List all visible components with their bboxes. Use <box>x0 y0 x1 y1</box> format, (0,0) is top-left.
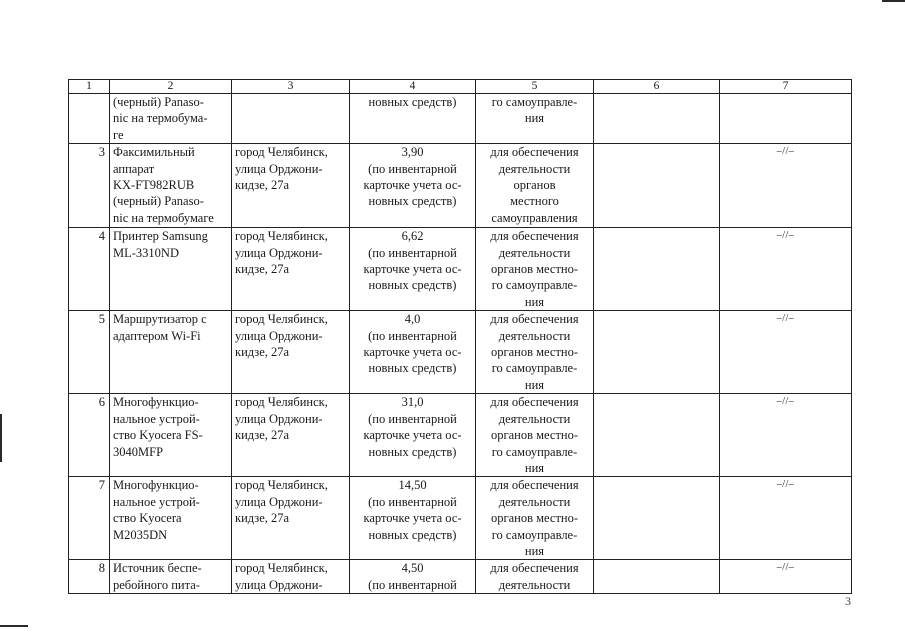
purpose-cell: для обеспечения деятельности органов местно- го самоуправле- ния <box>476 394 594 477</box>
address-cell: город Челябинск, улица Орджони- кидзе, 27а <box>232 144 350 228</box>
value-cell: 4,0 (по инвентарной карточке учета ос- новных средств) <box>350 311 476 394</box>
header-cell: 5 <box>476 80 594 94</box>
row-number-cell: 6 <box>69 394 110 477</box>
table-row <box>69 144 852 228</box>
value-cell: 14,50 (по инвентарной карточке учета ос- новных средств) <box>350 477 476 560</box>
property-table <box>68 79 852 594</box>
column-6-cell <box>594 144 720 228</box>
table-row <box>69 477 852 560</box>
row-number-cell: 7 <box>69 477 110 560</box>
header-cell: 2 <box>110 80 232 94</box>
purpose-cell: для обеспечения деятельности органов местного самоуправления <box>476 144 594 228</box>
scan-edge-mark-left <box>0 414 2 462</box>
column-7-cell <box>720 94 852 144</box>
address-cell: город Челябинск, улица Орджони- <box>232 560 350 594</box>
value-cell: 3,90 (по инвентарной карточке учета ос- новных средств) <box>350 144 476 228</box>
address-cell: город Челябинск, улица Орджони- кидзе, 27а <box>232 394 350 477</box>
row-number-cell: 3 <box>69 144 110 228</box>
value-cell: 6,62 (по инвентарной карточке учета ос- новных средств) <box>350 228 476 311</box>
page-number: 3 <box>845 594 851 608</box>
table-row <box>69 394 852 477</box>
column-6-cell <box>594 477 720 560</box>
item-name-cell: Факсимильный аппарат KX-FT982RUB (черный) Panaso- nic на термобумаге <box>110 144 232 228</box>
address-cell <box>232 94 350 144</box>
row-number-cell: 8 <box>69 560 110 594</box>
value-cell: 31,0 (по инвентарной карточке учета ос- новных средств) <box>350 394 476 477</box>
item-name-cell: Многофункцио- нальное устрой- ство Kyocera M2035DN <box>110 477 232 560</box>
purpose-cell: го самоуправле- ния <box>476 94 594 144</box>
header-cell: 6 <box>594 80 720 94</box>
header-row <box>69 80 852 94</box>
header-cell: 1 <box>69 80 110 94</box>
table-row <box>69 560 852 594</box>
item-name-cell: Принтер Samsung ML-3310ND <box>110 228 232 311</box>
column-7-cell: –//– <box>720 394 852 477</box>
purpose-cell: для обеспечения деятельности органов местно- го самоуправле- ния <box>476 311 594 394</box>
value-cell: 4,50 (по инвентарной <box>350 560 476 594</box>
row-number-cell: 5 <box>69 311 110 394</box>
item-name-cell: Многофункцио- нальное устрой- ство Kyocera FS- 3040MFP <box>110 394 232 477</box>
purpose-cell: для обеспечения деятельности органов местно- го самоуправле- ния <box>476 477 594 560</box>
column-6-cell <box>594 94 720 144</box>
item-name-cell: (черный) Panaso- nic на термобума- ге <box>110 94 232 144</box>
address-cell: город Челябинск, улица Орджони- кидзе, 27а <box>232 477 350 560</box>
table-row <box>69 228 852 311</box>
header-cell: 3 <box>232 80 350 94</box>
value-cell: новных средств) <box>350 94 476 144</box>
scan-edge-mark-top-right <box>882 0 905 2</box>
table-row <box>69 94 852 144</box>
purpose-cell: для обеспечения деятельности органов местно- го самоуправле- ния <box>476 228 594 311</box>
purpose-cell: для обеспечения деятельности <box>476 560 594 594</box>
header-cell: 4 <box>350 80 476 94</box>
row-number-cell <box>69 94 110 144</box>
row-number-cell: 4 <box>69 228 110 311</box>
address-cell: город Челябинск, улица Орджони- кидзе, 27а <box>232 228 350 311</box>
item-name-cell: Маршрутизатор с адаптером Wi-Fi <box>110 311 232 394</box>
scan-edge-mark-bottom-left <box>0 625 28 627</box>
item-name-cell: Источник беспе- ребойного пита- <box>110 560 232 594</box>
column-7-cell: –//– <box>720 560 852 594</box>
column-6-cell <box>594 228 720 311</box>
column-7-cell: –//– <box>720 477 852 560</box>
column-7-cell: –//– <box>720 311 852 394</box>
header-cell: 7 <box>720 80 852 94</box>
column-6-cell <box>594 394 720 477</box>
column-7-cell: –//– <box>720 228 852 311</box>
table-row <box>69 311 852 394</box>
column-6-cell <box>594 560 720 594</box>
column-6-cell <box>594 311 720 394</box>
column-7-cell: –//– <box>720 144 852 228</box>
address-cell: город Челябинск, улица Орджони- кидзе, 27а <box>232 311 350 394</box>
